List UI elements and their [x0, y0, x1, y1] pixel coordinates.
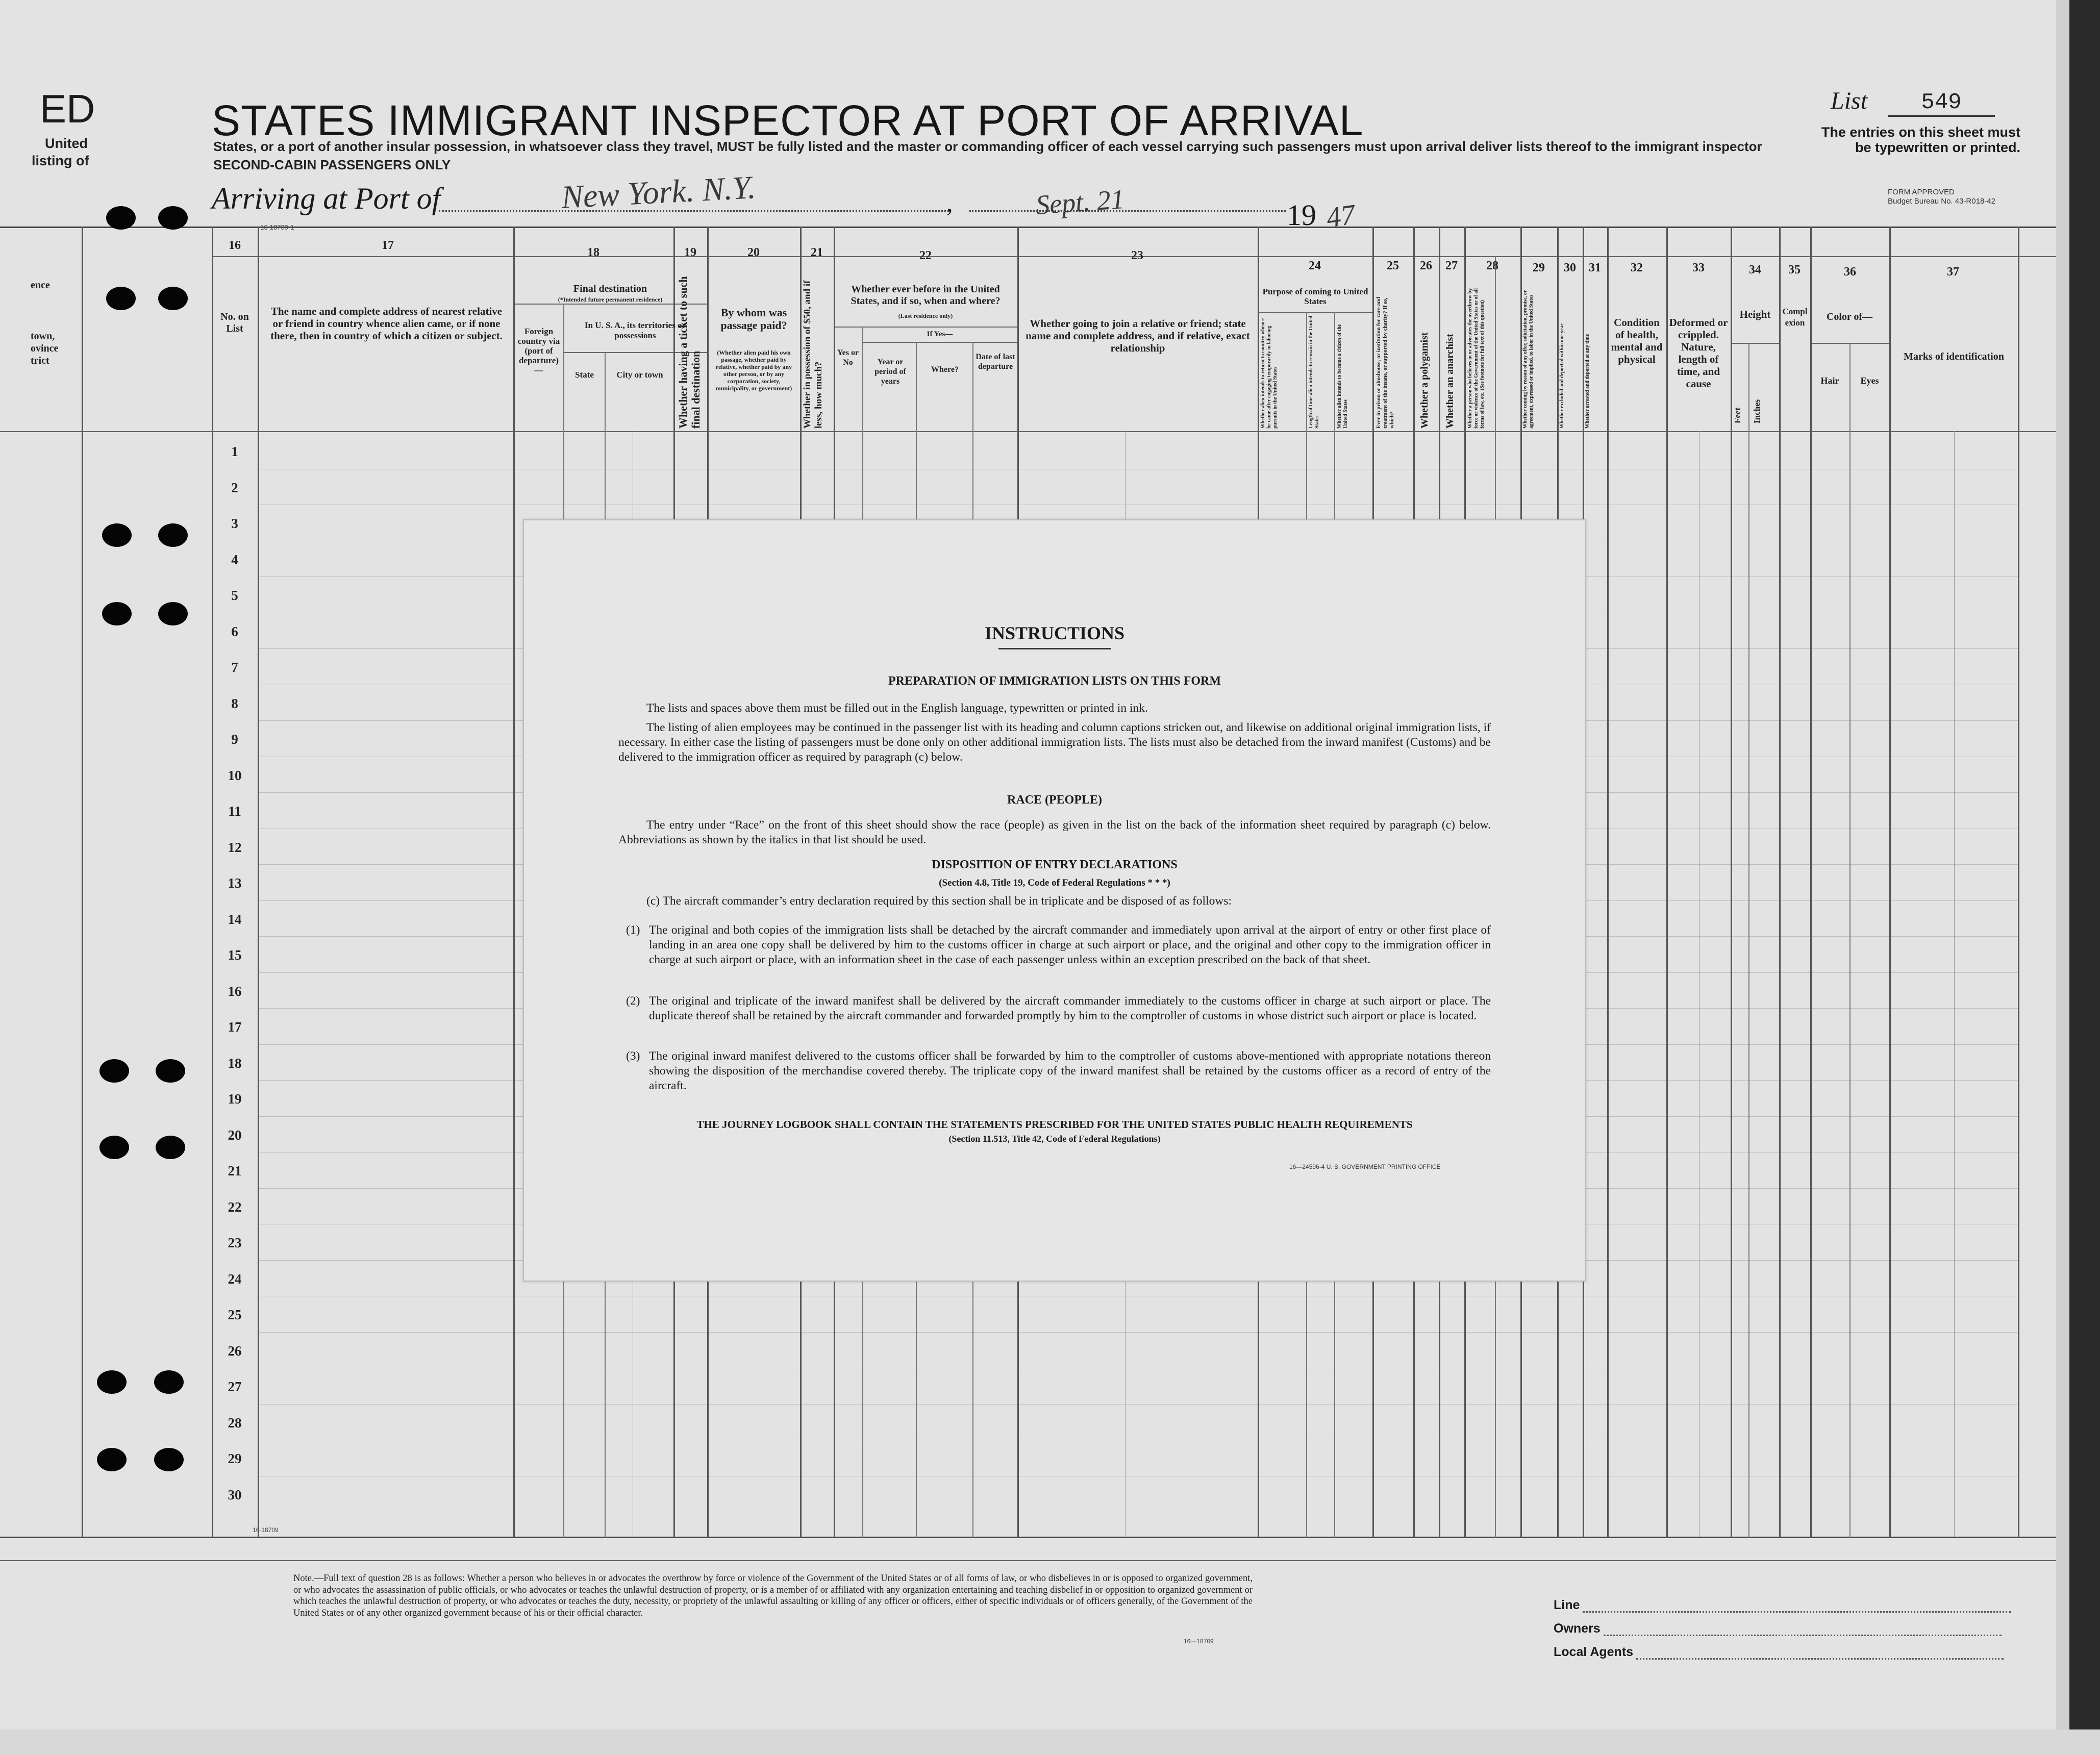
port-fill-line [439, 210, 949, 212]
form-approved-note [1888, 188, 2041, 206]
line-field [1554, 1598, 2011, 1613]
header-if-yes: If Yes— [927, 330, 953, 338]
punch-hole [154, 1370, 184, 1394]
col-subrule [1748, 343, 1749, 1538]
header-prison: Ever in prison or almshouse, or institution for care and treatment of the insane, or supported by charity? If so, which? [1376, 296, 1395, 429]
header-passage-paid: By whom was passage paid? [720, 306, 787, 332]
instruction-paragraph: (c) The aircraft commander’s entry declaration required by this section shall be in triplicate and be disposed of as follows: [646, 894, 1232, 908]
line-fill [1583, 1611, 2011, 1613]
section-heading: PREPARATION OF IMMIGRATION LISTS ON THIS FORM [888, 674, 1221, 688]
instruction-item [626, 994, 1491, 1023]
instruction-item [626, 923, 1491, 967]
agents-fill [1636, 1658, 2004, 1660]
row-number: 7 [231, 660, 238, 675]
header-health: Condition of health, mental and physical [1611, 316, 1663, 365]
row-number: 8 [231, 695, 238, 711]
rule-top [0, 227, 2056, 228]
list-note: be typewritten or printed. [1855, 140, 2020, 155]
punch-hole [97, 1370, 127, 1394]
item-text: The original inward manifest delivered to the customs officer shall be forwarded by him to the comptroller of customs above-mentioned with appropriate notations thereon showing the disposition of the merchandise covered thereby. The triplicate copy of the inward manifest shall be retained by the customs officer as a record of entry of the aircraft. [649, 1049, 1491, 1092]
column-number: 30 [1564, 261, 1576, 274]
item-number: (3) [626, 1049, 640, 1063]
row-number: 15 [228, 947, 242, 963]
header-purpose-length: Length of time alien intends to remain in the United States [1308, 315, 1320, 429]
title-fragment: ED [40, 86, 95, 131]
column-number: 36 [1844, 265, 1856, 279]
header-year-period: Year or period of years [874, 358, 906, 386]
row-number: 22 [228, 1199, 242, 1215]
item-text: The original and triplicate of the inward manifest shall be delivered by the aircraft commander immediately to the customs officer in charge at such airport or place. The duplicate thereof shall be retained by the aircraft commander and forwarded promptly by him to the comptroller of customs in whose district such airport or place is located. [649, 994, 1491, 1022]
column-number: 34 [1749, 263, 1761, 277]
col-rule [1607, 227, 1609, 1538]
header-marks: Marks of identification [1904, 351, 2004, 362]
year-printed: 19 [1287, 198, 1316, 232]
col-rule [1666, 227, 1668, 1538]
row-number: 27 [228, 1379, 242, 1394]
page-title: STATES IMMIGRANT INSPECTOR AT PORT OF ARRIVAL [212, 96, 1364, 144]
header-complexion: Complexion [1782, 307, 1808, 328]
row-number: 12 [228, 839, 242, 855]
sheet-edge [2056, 0, 2069, 1755]
punch-hole [158, 602, 188, 625]
punch-hole [102, 602, 132, 625]
column-number: 20 [747, 246, 760, 259]
journey-logbook-section: (Section 11.513, Title 42, Code of Federal Regulations) [948, 1134, 1161, 1144]
grid-line [1954, 431, 1955, 1537]
col-rule [258, 227, 259, 1538]
row-number: 26 [228, 1343, 242, 1359]
list-number: 549 [1888, 90, 1995, 117]
punch-hole [158, 206, 188, 230]
row-number: 11 [228, 804, 241, 819]
header-hair: Hair [1820, 375, 1839, 386]
column-number: 33 [1692, 261, 1705, 274]
item-number: (2) [626, 994, 640, 1008]
header-excluded: Whether excluded and deported within one year [1559, 323, 1565, 429]
left-fragment: United [45, 136, 88, 151]
col-rule [1731, 227, 1732, 1538]
row-line [258, 1404, 2018, 1405]
left-fragment: listing of [32, 153, 89, 168]
rule-c22-ifyes [862, 342, 1017, 343]
column-number: 37 [1947, 265, 1959, 279]
row-line [258, 1332, 2018, 1333]
col-rule [2018, 227, 2019, 1538]
column-number: 16 [229, 239, 241, 252]
col-rule [513, 227, 515, 1538]
form-code: 16—18709 [1184, 1638, 1214, 1645]
agents-label: Local Agents [1554, 1645, 1634, 1659]
row-number: 4 [231, 551, 238, 567]
agents-field [1554, 1645, 2004, 1660]
row-number: 16 [228, 983, 242, 999]
punch-hole [102, 523, 132, 547]
owners-label: Owners [1554, 1621, 1601, 1636]
column-number: 32 [1631, 261, 1643, 274]
header-date-departure: Date of last departure [976, 353, 1015, 371]
section-subheading: (Section 4.8, Title 19, Code of Federal Regulations * * *) [939, 878, 1170, 888]
header-last-residence: (Last residence only) [898, 312, 953, 319]
column-number: 31 [1589, 261, 1601, 274]
left-header-fragment: town, [31, 331, 55, 342]
punch-hole [99, 1059, 129, 1083]
section-heading: RACE (PEOPLE) [1007, 793, 1102, 807]
header-city: City or town [616, 370, 663, 380]
item-text: The original and both copies of the immigration lists shall be detached by the aircraft commander and immediately upon arrival at the airport of entry or other first place of landing in an area one copy shall be delivered by him to the customs officer in charge at such airport or place, and the original and other copy to the immigration officer in charge at such airport or place, with an information sheet in the case of each passenger unless within an exception prescribed on the back of that sheet. [649, 923, 1491, 966]
header-yes-or-no: Yes or No [837, 348, 859, 367]
header-height: Height [1739, 308, 1771, 320]
row-number: 10 [228, 767, 242, 783]
header-final-destination: Final destination [573, 283, 647, 294]
col-rule [1810, 227, 1812, 1538]
owners-field [1554, 1621, 2002, 1636]
subtitle-class: SECOND-CABIN PASSENGERS ONLY [213, 157, 451, 172]
rule-table-bottom [0, 1537, 2056, 1538]
row-number: 20 [228, 1127, 242, 1143]
list-label: List [1831, 87, 1868, 114]
row-number: 3 [231, 516, 238, 531]
header-ticket: Whether having a ticket to such final destination [677, 276, 702, 429]
row-number: 24 [228, 1271, 242, 1287]
rule-c22-sub [834, 327, 1017, 328]
header-labor-offer: Whether coming by reason of any offer, solicitation, promise, or agreement, expressed or implied, to labor in the United States [1522, 290, 1534, 429]
row-number: 29 [228, 1451, 242, 1466]
owners-fill [1604, 1635, 2002, 1636]
rule-c24-sub [1258, 312, 1372, 313]
column-number: 25 [1387, 259, 1399, 272]
header-deformed: Deformed or crippled. Nature, length of time, and cause [1669, 316, 1728, 390]
punch-hole [156, 1136, 185, 1159]
col-rule [82, 227, 83, 1538]
rule-header-bottom [0, 431, 2056, 432]
header-overthrow: Whether a person who believes in or advocates the overthrow by force or violence of the Government of the United States or of all forms of law, etc. (See footnote for full text of this question) [1467, 288, 1485, 429]
rule-footer [0, 1560, 2056, 1561]
column-number: 17 [382, 239, 394, 252]
item-number: (1) [626, 923, 640, 937]
punch-hole [154, 1448, 184, 1471]
left-header-fragment: trict [31, 355, 49, 366]
header-color-of: Color of— [1826, 311, 1873, 322]
row-number: 6 [231, 623, 238, 639]
punch-hole [156, 1059, 185, 1083]
subtitle: States, or a port of another insular possession, in whatsoever class they travel, MUST be fully listed and the master or commanding officer of each vessel carrying such passengers must upon arrival deliver lists thereof to the immigrant inspector [213, 139, 1762, 154]
column-number: 26 [1420, 259, 1432, 272]
row-number: 30 [228, 1487, 242, 1502]
comma: , [946, 188, 953, 217]
header-foreign-country: Foreign country via (port of departure)— [517, 327, 560, 375]
arriving-label: Arriving at Port of [212, 182, 441, 215]
form-code: 16-18709-1 [260, 223, 294, 231]
header-passage-note: (Whether alien paid his own passage, whether paid by relative, whether paid by any other person, or by any corporation, society, municipality, or government) [715, 349, 792, 392]
left-header-fragment: ovince [31, 343, 59, 354]
date-fill-line [969, 210, 1286, 212]
col-rule [1889, 227, 1891, 1538]
instruction-paragraph: The listing of alien employees may be continued in the passenger list with its heading and column captions stricken out, and likewise on additional original immigration lists, if necessary. In either case the listing of passengers must be done only on other additional immigration lists. The lists must also be detached from the inward manifest (Customs) and be delivered to the immigration officer as required by paragraph (c) below. [618, 721, 1491, 764]
instructions-title: INSTRUCTIONS [984, 623, 1125, 643]
section-heading: DISPOSITION OF ENTRY DECLARATIONS [932, 858, 1178, 871]
form-approved-line: FORM APPROVED [1888, 188, 1955, 196]
row-number: 18 [228, 1055, 242, 1071]
row-number: 13 [228, 875, 242, 891]
header-polygamist: Whether a polygamist [1419, 332, 1430, 429]
header-arrested: Whether arrested and deported at any time [1585, 334, 1590, 429]
title-underline [998, 648, 1111, 649]
row-number: 19 [228, 1091, 242, 1107]
column-number: 35 [1788, 263, 1801, 277]
header-feet: Feet [1733, 407, 1742, 423]
column-number: 28 [1486, 259, 1498, 272]
footnote: Note.—Full text of question 28 is as follows: Whether a person who believes in or advocates the overthrow by force or violence of the Government of the United States or of all forms of law, or who disbelieves in or is opposed to organized government, or who advocates the assassination of public officials, or who advocates or teaches the unlawful destruction of property, or is a member of or affiliated with any organization entertaining and teaching disbelief in or opposition to organized government or which teaches the unlawful destruction of property, or who advocates or teaches the duty, necessity, or propriety of the unlawful assaulting or killing of any officer or officers, either of specific individuals or of officers generally, of the Government of the United States or of any other organized government because of his or their official character. [293, 1573, 1253, 1618]
punch-hole [97, 1448, 127, 1471]
row-number: 23 [228, 1235, 242, 1250]
header-where: Where? [931, 365, 959, 374]
port-handwritten: New York. N.Y. [560, 169, 757, 215]
instruction-item [626, 1049, 1491, 1093]
sheet-bottom-edge [0, 1729, 2100, 1755]
instructions-sheet [523, 519, 1586, 1282]
header-in-usa: In U. S. A., its territories or possessions [584, 320, 686, 340]
left-header-fragment: ence [31, 280, 50, 291]
row-number: 17 [228, 1019, 242, 1035]
printer-code: 16—24596-4 U. S. GOVERNMENT PRINTING OFFICE [1289, 1163, 1441, 1170]
header-purpose-return: Whether alien intends to return to country whence he came after engaging temporarily in laboring pursuits in the United States [1260, 318, 1278, 429]
col-subrule [1849, 343, 1851, 1538]
punch-hole [158, 523, 188, 547]
instruction-paragraph: The lists and spaces above them must be filled out in the English language, typewritten or printed in ink. [646, 701, 1148, 715]
row-number: 14 [228, 911, 242, 927]
row-number: 28 [228, 1415, 242, 1431]
header-nearest-relative: The name and complete address of nearest relative or friend in country whence alien came, or if none there, then in country of which a citizen or subject. [270, 305, 503, 342]
row-number: 2 [231, 480, 238, 495]
column-number: 18 [587, 246, 599, 259]
column-number: 27 [1445, 259, 1458, 272]
form-approved-line: Budget Bureau No. 43-R018-42 [1888, 197, 1995, 206]
punch-hole [106, 287, 136, 310]
header-join-relative: Whether going to join a relative or friend; state name and complete address, and if relative, exact relationship [1026, 317, 1250, 354]
header-possession-fifty: Whether in possession of $50, and if less, how much? [802, 280, 824, 429]
row-number: 21 [228, 1163, 242, 1179]
punch-hole [106, 206, 136, 230]
column-number: 23 [1131, 249, 1143, 262]
column-number: 19 [684, 246, 696, 259]
column-number: 22 [919, 249, 932, 262]
header-purpose-citizen: Whether alien intends to become a citizen of the United States [1337, 324, 1348, 429]
date-handwritten: Sept. 21 [1035, 184, 1126, 220]
instruction-paragraph: The entry under “Race” on the front of this sheet should show the race (people) as given in the list on the back of the information sheet required by paragraph (c) below. Abbreviations as shown by the italics in that list should be used. [618, 818, 1491, 846]
header-final-destination-note: (*Intended future permanent residence) [558, 296, 663, 303]
list-note: The entries on this sheet must [1821, 124, 2020, 140]
header-no-on-list: No. on List [220, 311, 249, 334]
header-purpose: Purpose of coming to United States [1262, 287, 1368, 306]
row-number: 9 [231, 732, 238, 747]
journey-logbook-note: THE JOURNEY LOGBOOK SHALL CONTAIN THE STATEMENTS PRESCRIBED FOR THE UNITED STATES PUBLIC HEALTH REQUIREMENTS [696, 1118, 1413, 1131]
header-ever-before: Whether ever before in the United States, and if so, when and where? [851, 284, 1001, 307]
column-number: 24 [1309, 259, 1321, 272]
column-number: 29 [1533, 261, 1545, 274]
header-inches: Inches [1752, 399, 1762, 423]
header-anarchist: Whether an anarchist [1444, 334, 1456, 429]
form-code: 16-18709 [253, 1526, 279, 1534]
line-label: Line [1554, 1598, 1580, 1612]
row-number: 25 [228, 1307, 242, 1322]
col-rule [1779, 227, 1781, 1538]
punch-hole [99, 1136, 129, 1159]
rule-c34-sub [1731, 343, 1779, 344]
punch-hole [158, 287, 188, 310]
row-number: 5 [231, 588, 238, 603]
column-number: 21 [811, 246, 823, 259]
header-state: State [575, 370, 594, 380]
row-number: 1 [231, 444, 238, 459]
header-eyes: Eyes [1860, 375, 1879, 386]
year-handwritten: 47 [1324, 198, 1358, 234]
